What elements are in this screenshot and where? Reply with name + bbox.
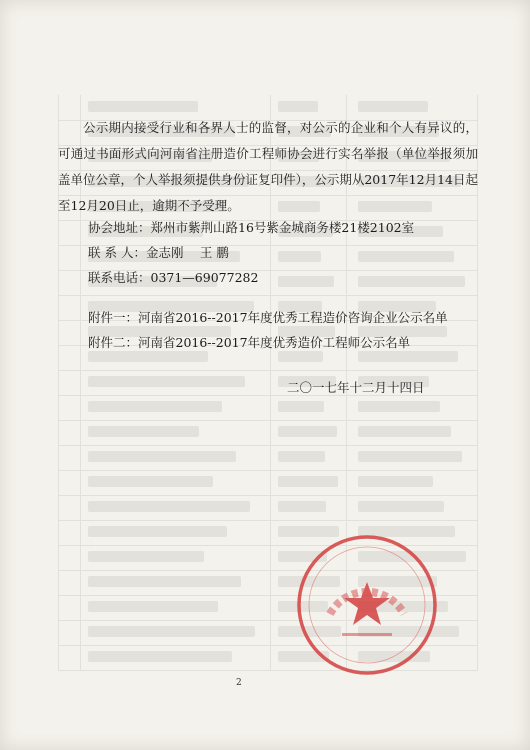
ghost-cell (88, 451, 236, 462)
ghost-cell (278, 476, 338, 487)
ghost-cell (88, 601, 218, 612)
seal-bottom-line (342, 633, 392, 636)
ghost-row (58, 445, 478, 471)
ghost-cell (358, 401, 440, 412)
ghost-cell (88, 576, 241, 587)
attachment-two: 附件二：河南省2016--2017年度优秀造价工程师公示名单 (88, 335, 411, 350)
ghost-cell (88, 501, 250, 512)
ghost-cell (88, 551, 204, 562)
notice-paragraph: 公示期内接受行业和各界人士的监督，对公示的企业和个人有异议的，可通过书面形式向河南省注册造价工程师协会进行实名举报（单位举报须加盖单位公章，个人举报须提供身份证复印件），公示期从2017年12月14日起至12月20日止，逾期不予受理。 (58, 120, 478, 213)
contact-phone: 联系电话：0371—69077282 (88, 270, 259, 285)
issue-date: 二〇一七年十二月十四日 (287, 380, 425, 395)
ghost-cell (278, 426, 337, 437)
ghost-cell (278, 276, 334, 287)
contact-address: 协会地址：郑州市紫荆山路16号紫金城商务楼21楼2102室 (88, 220, 415, 235)
ghost-row (58, 420, 478, 446)
ghost-cell (278, 101, 318, 112)
ghost-row (58, 470, 478, 496)
ghost-cell (88, 376, 245, 387)
ghost-cell (88, 101, 198, 112)
ghost-cell (358, 426, 451, 437)
official-seal (292, 530, 442, 680)
ghost-cell (278, 501, 326, 512)
ghost-row (58, 495, 478, 521)
ghost-cell (88, 351, 208, 362)
ghost-cell (358, 276, 465, 287)
ghost-cell (358, 351, 458, 362)
ghost-cell (88, 626, 255, 637)
ghost-cell (278, 251, 321, 262)
ghost-cell (88, 651, 232, 662)
ghost-cell (358, 476, 433, 487)
ghost-cell (358, 501, 444, 512)
ghost-cell (88, 401, 222, 412)
ghost-cell (278, 451, 325, 462)
ghost-cell (88, 526, 227, 537)
page-number: 2 (236, 678, 242, 688)
seal-star-icon (344, 582, 390, 625)
ghost-row (58, 395, 478, 421)
ghost-cell (278, 351, 323, 362)
ghost-cell (358, 101, 428, 112)
ghost-cell (278, 401, 324, 412)
ghost-cell (88, 476, 213, 487)
ghost-cell (88, 426, 199, 437)
contact-persons: 联 系 人：金志刚 王 鹏 (88, 245, 229, 260)
attachment-one: 附件一：河南省2016--2017年度优秀工程造价咨询企业公示名单 (88, 310, 448, 325)
ghost-cell (358, 451, 462, 462)
ghost-cell (358, 251, 454, 262)
